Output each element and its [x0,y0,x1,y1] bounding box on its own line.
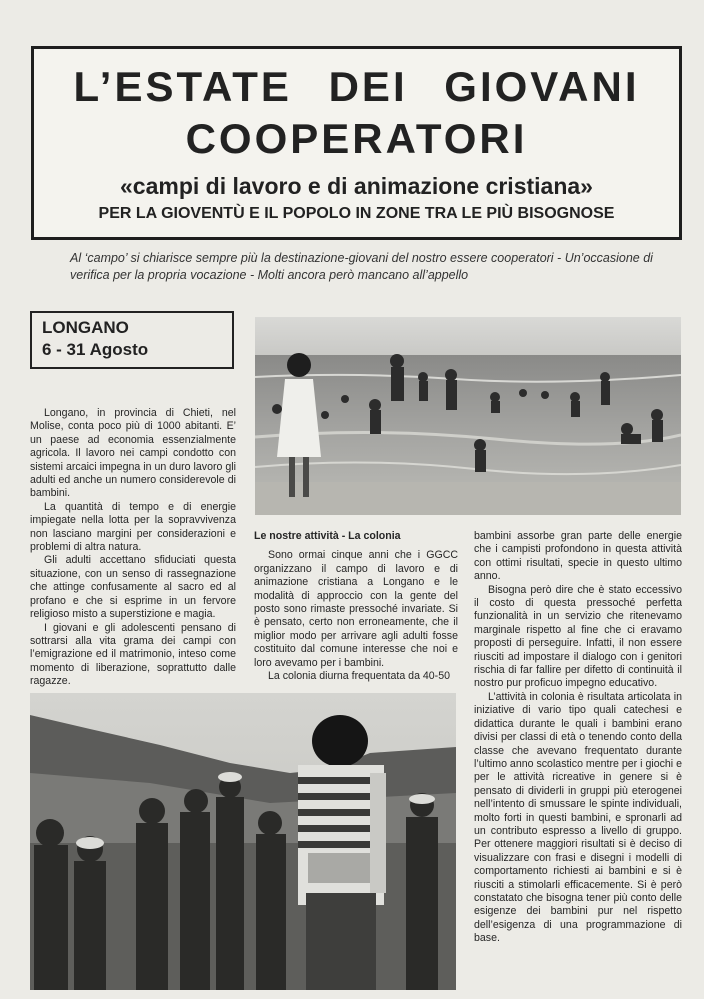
location-dates: 6 - 31 Agosto [42,340,149,359]
column-1-paragraph: La quantità di tempo e di energie impiegate nella lotta per la sopravvivenza non lasciano margini per considerazioni e problemi di altra natura. [30,500,236,554]
column-1-paragraph: Longano, in provincia di Chieti, nel Molise, conta poco più di 1000 abitanti. E’ un paese ad economia essenzialmente agricola. Il lavoro nei campi condotto con sistemi arcaici impegna in un duro lavoro gli adulti ed anche un numero considerevole di bambini. [30,407,236,500]
title-box [31,46,682,240]
column-3-paragraph: L’attività in colonia è risultata articolata in iniziative di vario tipo quali catechesi e didattica durante le quali i bambini erano divisi per classi di età o tenendo conto della classe che avevano frequentato durante l’ultimo anno scolastico mentre per i giochi e per le attività ricreative in genere si è pensato di dividerli in gruppi più eterogenei nell’intento di smussare le spinte individuali, molto forti in questi bambini, e spronarli ad un contributo espresso a livello di gruppo. Per ottenere maggiori risultati si è deciso di visualizzare con frasi e disegni i modelli di comportamento richiesti ai bambini e si è riusciti a stimolarli efficacemente. Si è però constatato che bisogna tener più conto delle esigenze dei bambini pur nel rispetto dell’esigenza di una programmazione di base. [474,690,682,945]
column-1 [30,407,236,689]
column-1-paragraph: I giovani e gli adolescenti pensano di sottrarsi alla vita grama dei campi con l’emigrazione ed il matrimonio, inteso come momento di liberazione, soprattutto dalle ragazze. [30,621,236,688]
column-3 [474,530,682,946]
column-2 [254,530,458,683]
subtitle: «campi di lavoro e di animazione cristiana» [120,173,593,199]
lead-paragraph: Al ‘campo’ si chiarisce sempre più la destinazione-giovani del nostro essere cooperatori - Un’occasione di verifica per la propria vocazione - Molti ancora però mancano all’appello [70,251,653,282]
location-name: LONGANO [42,318,129,337]
column-2-paragraph: La colonia diurna frequentata da 40-50 [268,670,450,683]
column-3-paragraph: Bisogna però dire che è stato eccessivo il costo di questa pressoché perfetta funzionalità in un servizio che ritenevamo marginale rispetto al fine che ci eravamo proposti di perseguire. Infatti, il non essere riusciti ad impostare il dialogo con i genitori rischia di far fallire per difetto di continuità il nostro pur proficuo impegno educativo. [474,583,682,690]
headline-line-2: COOPERATORI [185,115,528,162]
beach-photo [255,317,681,515]
subtitle-secondary: PER LA GIOVENTÙ E IL POPOLO IN ZONE TRA LE PIÙ BISOGNOSE [98,205,615,222]
column-3-paragraph: bambini assorbe gran parte delle energie che i campisti profondono in questa attività con ottimi risultati, specie in questo ultimo anno. [474,530,682,583]
group-photo [30,693,456,990]
column-2-paragraph: Sono ormai cinque anni che i GGCC organizzano il campo di lavoro e di animazione cristiana a Longano e le modalità di approccio con la gente del posto sono rimaste pressoché invariate. Si è pensato, certo non erroneamente, che il miglior modo per arrivare agli adulti fosse costituito dal comune interesse che noi e loro avevamo per i bambini. [254,549,458,669]
section-heading: Le nostre attività - La colonia [254,530,401,542]
headline-line-1: L’ESTATE DEI GIOVANI [73,63,640,110]
column-1-paragraph: Gli adulti accettano sfiduciati questa situazione, con un senso di rassegnazione che attinge confusamente al sacro ed al profano e che si esprime in un fervore religioso misto a superstizione e magia. [30,554,236,621]
location-box [30,311,234,369]
